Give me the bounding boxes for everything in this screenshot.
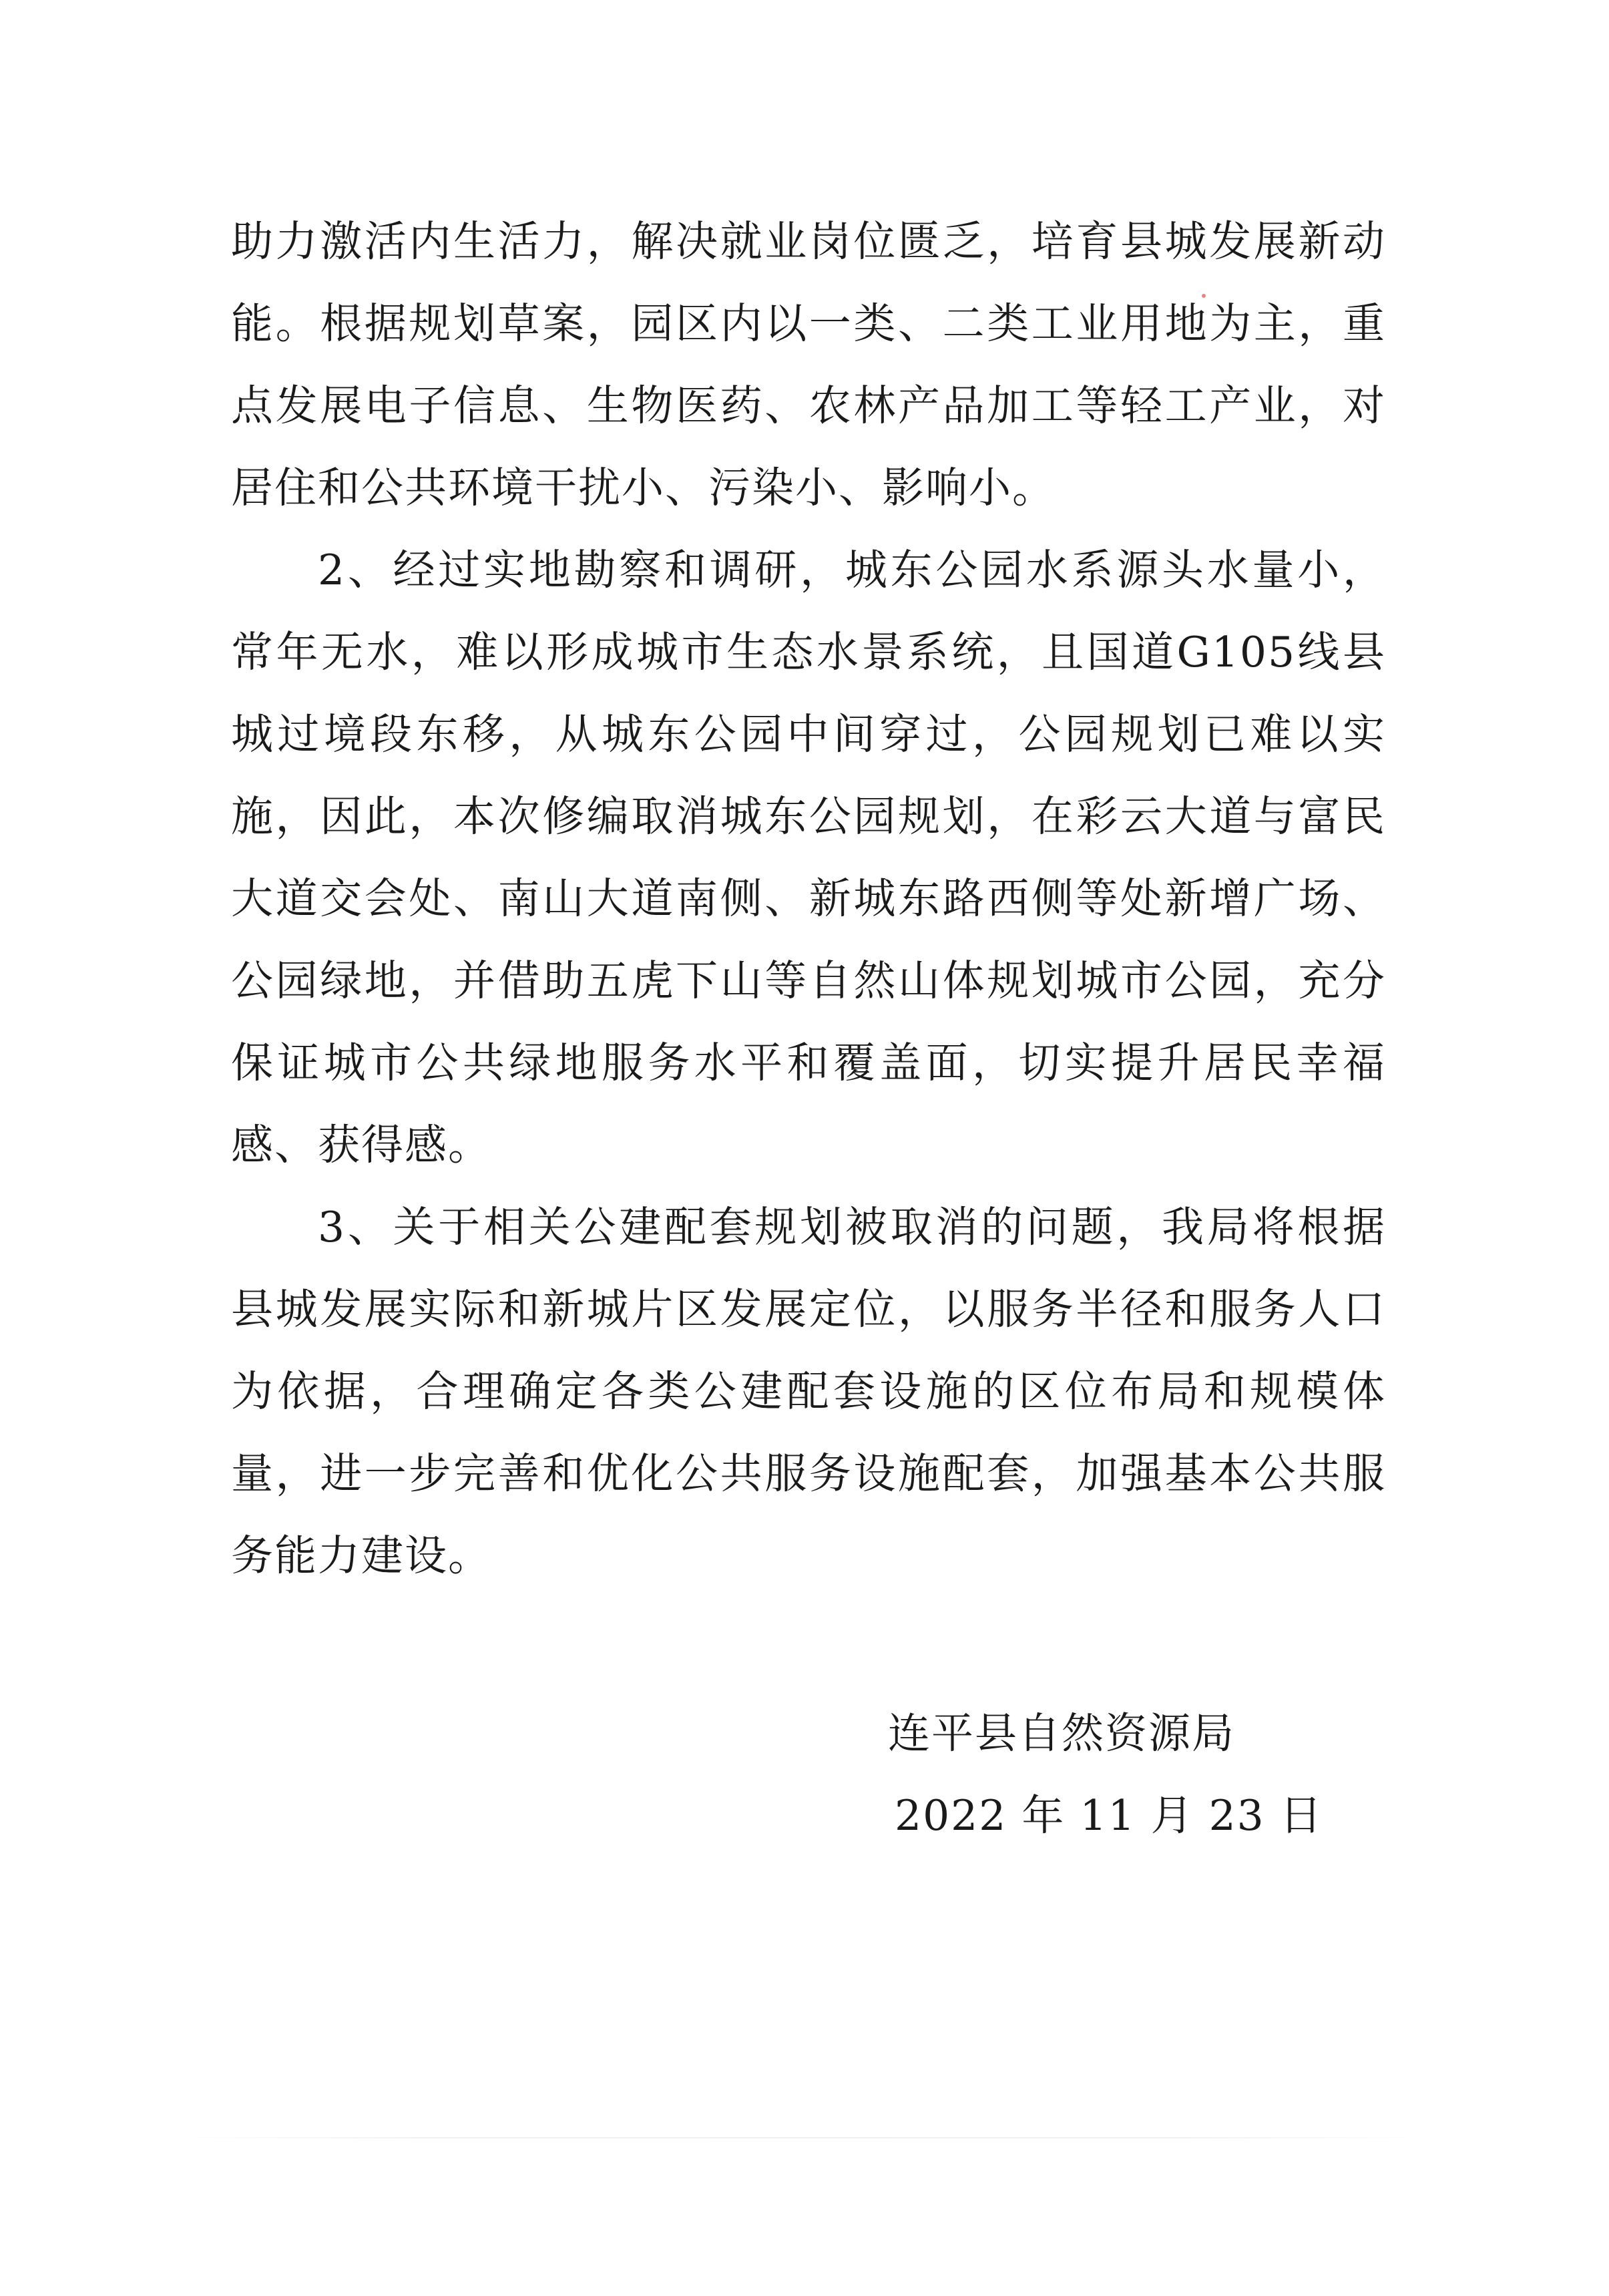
paragraph-continuation: 助力激活内生活力，解决就业岗位匮乏，培育县城发展新动能。根据规划草案，园区内以一类、二类工业用地为主，重点发展电子信息、生物医药、农林产品加工等轻工产业，对居住和公共环境干扰小、污染小、影响小。	[231, 217, 1386, 512]
signing-organization: 连平县自然资源局	[888, 1709, 1235, 1758]
paragraph-2: 2、经过实地勘察和调研，城东公园水系源头水量小，常年无水，难以形成城市生态水景系统，且国道G105线县城过境段东移，从城东公园中间穿过，公园规划已难以实施，因此，本次修编取消城东公园规划，在彩云大道与富民大道交会处、南山大道南侧、新城东路西侧等处新增广场、公园绿地，并借助五虎下山等自然山体规划城市公园，充分保证城市公共绿地服务水平和覆盖面，切实提升居民幸福感、获得感。	[231, 546, 1386, 1169]
signing-date: 2022 年 11 月 23 日	[895, 1791, 1323, 1840]
scan-speck	[1202, 294, 1206, 298]
signature-block	[888, 1692, 1323, 1857]
scan-artifact-line	[167, 2137, 1435, 2138]
paragraph-3: 3、关于相关公建配套规划被取消的问题，我局将根据县城发展实际和新城片区发展定位，以服务半径和服务人口为依据，合理确定各类公建配套设施的区位布局和规模体量，进一步完善和优化公共服务设施配套，加强基本公共服务能力建设。	[231, 1203, 1386, 1580]
document-body	[231, 200, 1386, 1597]
